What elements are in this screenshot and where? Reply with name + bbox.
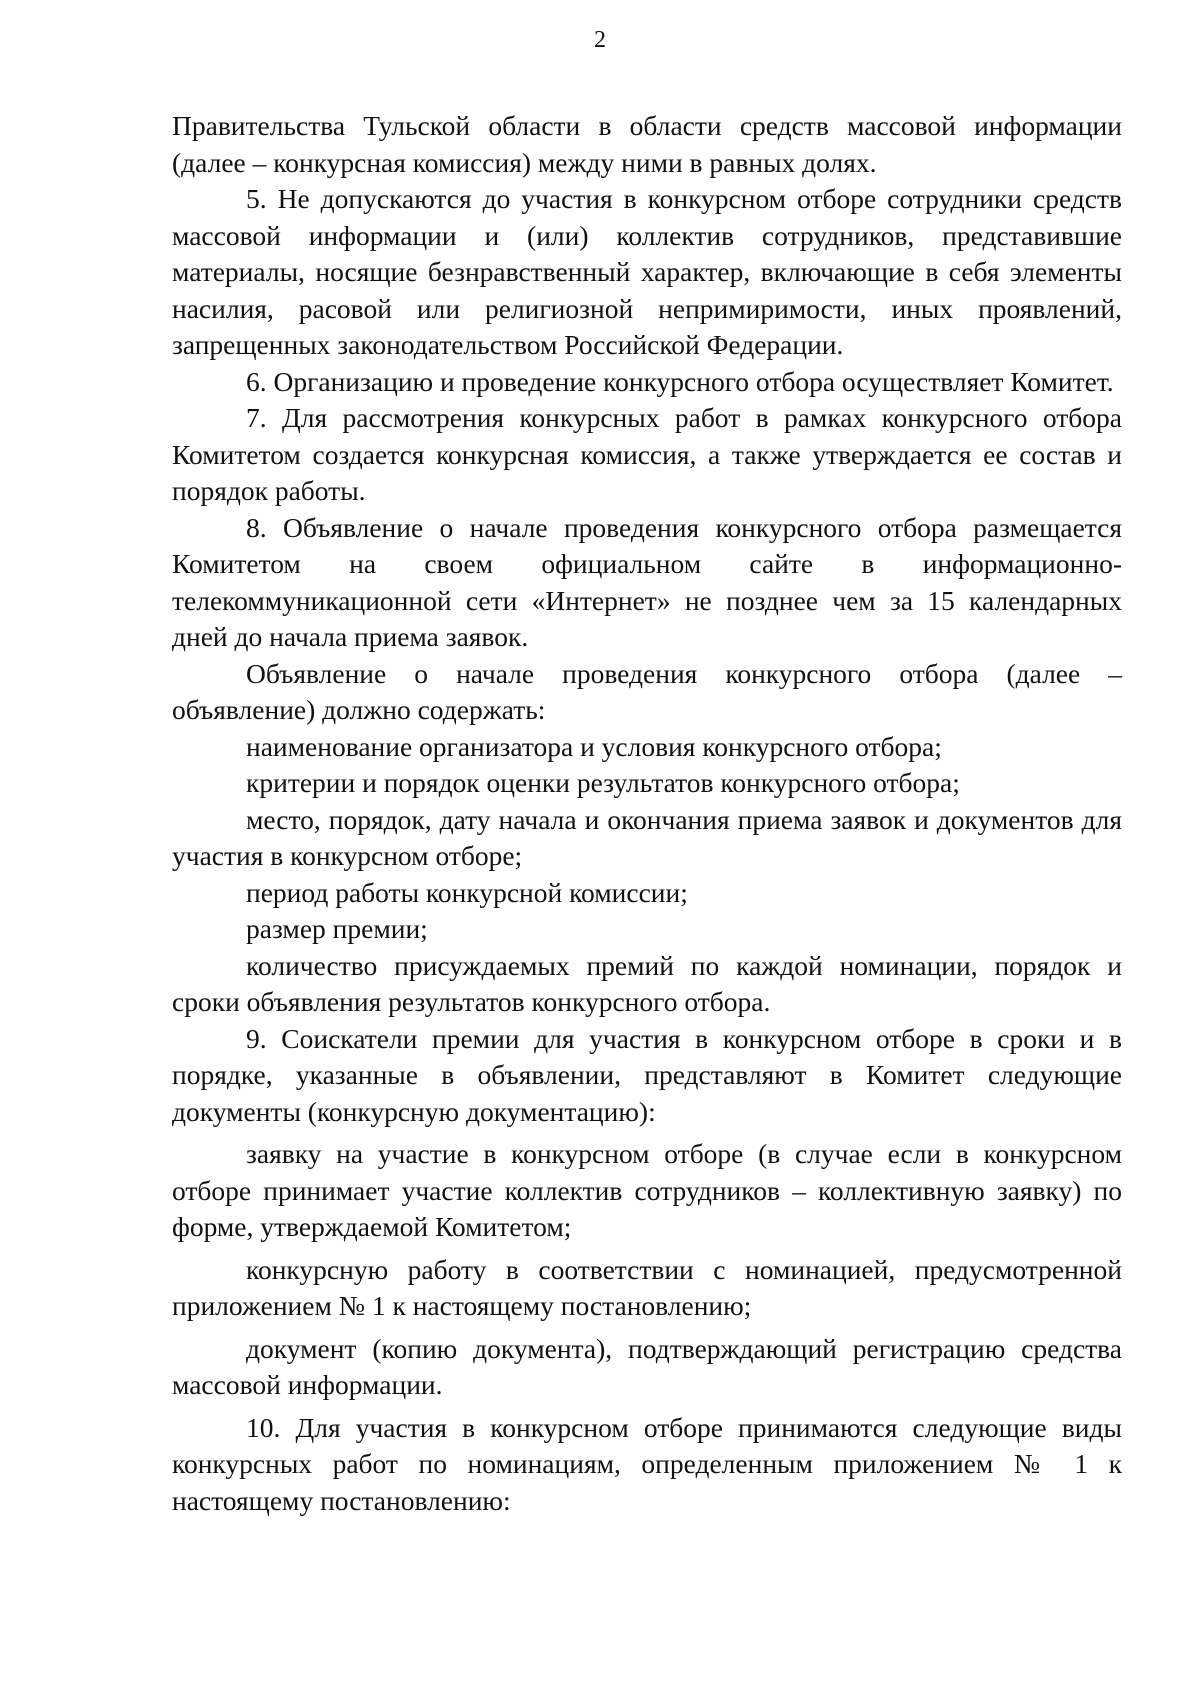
- page-number: 2: [594, 27, 606, 53]
- list-item-place-and-dates: место, порядок, дату начала и окончания приема заявок и документов для участия в конкурсном отборе;: [172, 803, 1122, 871]
- paragraph-9: 9. Соискатели премии для участия в конкурсном отборе в сроки и в порядке, указанные в объявлении, представляют в Комитет следующие документы (конкурсную документацию):: [172, 1022, 1122, 1127]
- paragraph-7: 7. Для рассмотрения конкурсных работ в рамках конкурсного отбора Комитетом создается конкурсная комиссия, а также утверждается ее состав и порядок работы.: [172, 402, 1122, 506]
- list-item-application: заявку на участие в конкурсном отборе (в случае если в конкурсном отборе принимает участие коллектив сотрудников – коллективную заявку) по форме, утверждаемой Комитетом;: [172, 1138, 1122, 1242]
- document-body: [172, 108, 1122, 1519]
- list-item-prize-amount: размер премии;: [246, 913, 428, 944]
- paragraph-8: 8. Объявление о начале проведения конкурсного отбора размещается Комитетом на своем официальном сайте в информационно-телекоммуникационной сети «Интернет» не позднее чем за 15 календарных дней до начала приема заявок.: [172, 511, 1122, 652]
- list-item-commission-period: период работы конкурсной комиссии;: [246, 876, 688, 908]
- paragraph-10: 10. Для участия в конкурсном отборе принимаются следующие виды конкурсных работ по номинациям, определенным приложением № 1 к настоящему постановлению:: [172, 1411, 1122, 1516]
- list-item-organizer: наименование организатора и условия конкурсного отбора;: [246, 730, 942, 762]
- list-item-criteria: критерии и порядок оценки результатов конкурсного отбора;: [246, 767, 960, 798]
- list-item-competition-work: конкурсную работу в соответствии с номинацией, предусмотренной приложением № 1 к настоящему постановлению;: [172, 1253, 1122, 1321]
- list-item-prize-count: количество присуждаемых премий по каждой номинации, порядок и сроки объявления результатов конкурсного отбора.: [172, 949, 1122, 1017]
- paragraph-5: 5. Не допускаются до участия в конкурсном отборе сотрудники средств массовой информации и (или) коллектив сотрудников, представившие материалы, носящие безнравственный характер, включающие в себя элементы насилия, расовой или религиозной непримиримости, иных проявлений, запрещенных законодательством Российской Федерации.: [172, 183, 1122, 360]
- list-item-registration-document: документ (копию документа), подтверждающий регистрацию средства массовой информации.: [172, 1332, 1122, 1400]
- paragraph-commission: Правительства Тульской области в области средств массовой информации (далее – конкурсная комиссия) между ними в равных долях.: [172, 110, 1122, 178]
- paragraph-6: 6. Организацию и проведение конкурсного отбора осуществляет Комитет.: [246, 365, 1114, 397]
- paragraph-announcement-intro: Объявление о начале проведения конкурсного отбора (далее – объявление) должно содержать:: [172, 657, 1122, 725]
